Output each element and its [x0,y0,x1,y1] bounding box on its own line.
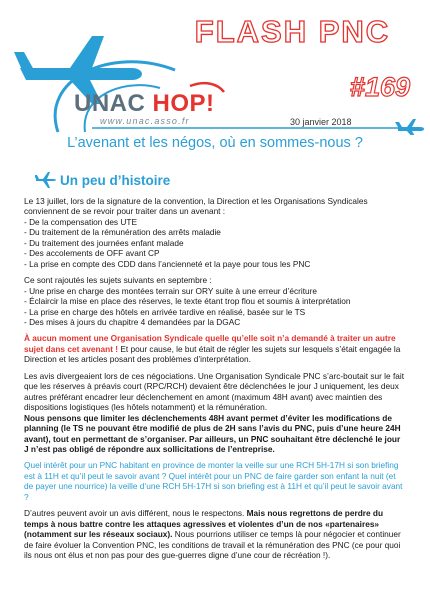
list2-item: - Des mises à jours du chapitre 4 demandées par la DGAC [24,316,241,327]
paragraph-6-a: D’autres peuvent avoir un avis différent, nous le respectons. [24,508,247,519]
intro-paragraph [24,196,407,269]
intro-text: Le 13 juillet, lors de la signature de la convention, la Direction et les Organisations Syndicales conviennent de se revoir pour traiter dans un avenant : [24,196,368,217]
logo-wordmark [74,90,215,118]
issue-number: #169 [349,72,410,102]
paragraph-3-rest: Et pour cause, le but était de régler les sujets sur lesquels s’était engagée la Direction et les articles posant des problèmes d’interprétation. [24,343,401,365]
list2-item: - Une prise en charge des montées terrain sur ORY suite à une erreur d’écriture [24,285,317,296]
list2-intro: Ce sont rajoutés les sujets suivants en septembre : [24,275,212,286]
section-title: Un peu d’histoire [60,173,171,188]
page-headline: L’avenant et les négos, où en sommes-nous ? [67,135,363,151]
flash-title: FLASH PNC [194,14,391,49]
list1-item: - Du traitement de la rémunération des arrêts maladie [24,227,221,238]
paragraph-6 [24,508,407,560]
article-body [24,196,407,567]
list1-item: - La prise en compte des CDD dans l’ancienneté et la paye pour tous les PNC [24,258,311,269]
list2-item: - La prise en charge des hôtels en arrivée tardive en réalisé, basée sur le TS [24,306,306,317]
highlight-red-text: À aucun moment une Organisation Syndicale quelle qu’elle soit n’a demandé à traiter un autre sujet dans cet avenant ! [24,333,396,354]
list1-item: - Des accolements de OFF avant CP [24,248,160,259]
date-text: 30 janvier 2018 [290,117,352,127]
paragraph-4 [24,371,407,455]
list1-item: - Du traitement des journées enfant malade [24,237,184,248]
section-airplane-icon [35,171,57,189]
header [0,0,430,150]
paragraph-3 [24,333,407,364]
september-paragraph [24,275,407,327]
logo-unac-text: UNAC [74,90,146,117]
list1-item: - De la compensation des UTE [24,216,137,227]
paragraph-5: Quel intérêt pour un PNC habitant en province de monter la veille sur une RCH 5H-17H si son briefing est à 11H et qu’il peut le savoir avant ? Quel intérêt pour un PNC de faire garder son enfant la nuit (et de payer une nourrice) la veille d’une RCH 5H-17H si son briefing est à 11H et qu’il peut le savoir avant ? [24,460,403,502]
paragraph-4-bold: Nous pensons que limiter les déclenchements 48H avant permet d’éviter les modifications de planning (le TS ne pouvant être modifié de plus de 2H sans l’avis du PNC, puis d’une heure 24H avant), tout en permettant de s’organiser. Par ailleurs, un PNC souhaitant être déclenché le jour J n’est pas obligé de répondre aux sollicitations de l’entreprise. [24,412,401,454]
list2-item: - Éclaircir la mise en place des réserves, le texte étant trop flou et soumis à interprétation [24,296,351,307]
website-text: www.unac.asso.fr [100,116,190,126]
rule-airplane-icon [395,119,424,135]
paragraph-4-text: Les avis divergeaient lors de ces négociations. Une Organisation Syndicale PNC s’arc-boutait sur le fait que les réserves à préavis court (RPC/RCH) devaient être déclenchées le jour J uniquement, les deux autres préférant encadrer leur déclenchement en amont (maximum 48H avant) avec maintien des dispositions logistiques (les hôtels notamment) et la rémunération. [24,370,405,413]
logo-hop-text: HOP! [152,90,215,117]
paragraph-6-bold: Mais nous regrettons de perdre du temps à nous battre contre les attaques agressives et violentes d’un de nos «partenaires» (notamment sur les réseaux sociaux). [24,508,384,540]
paragraph-6-b: Nous pourrions utiliser ce temps là pour négocier et continuer de faire évoluer la Convention PNC, les conditions de travail et la rémunération des PNC (ce pour quoi ils nous ont élus et non pas pour des gue-guerres digne d’une cour de récréation !). [24,529,401,561]
